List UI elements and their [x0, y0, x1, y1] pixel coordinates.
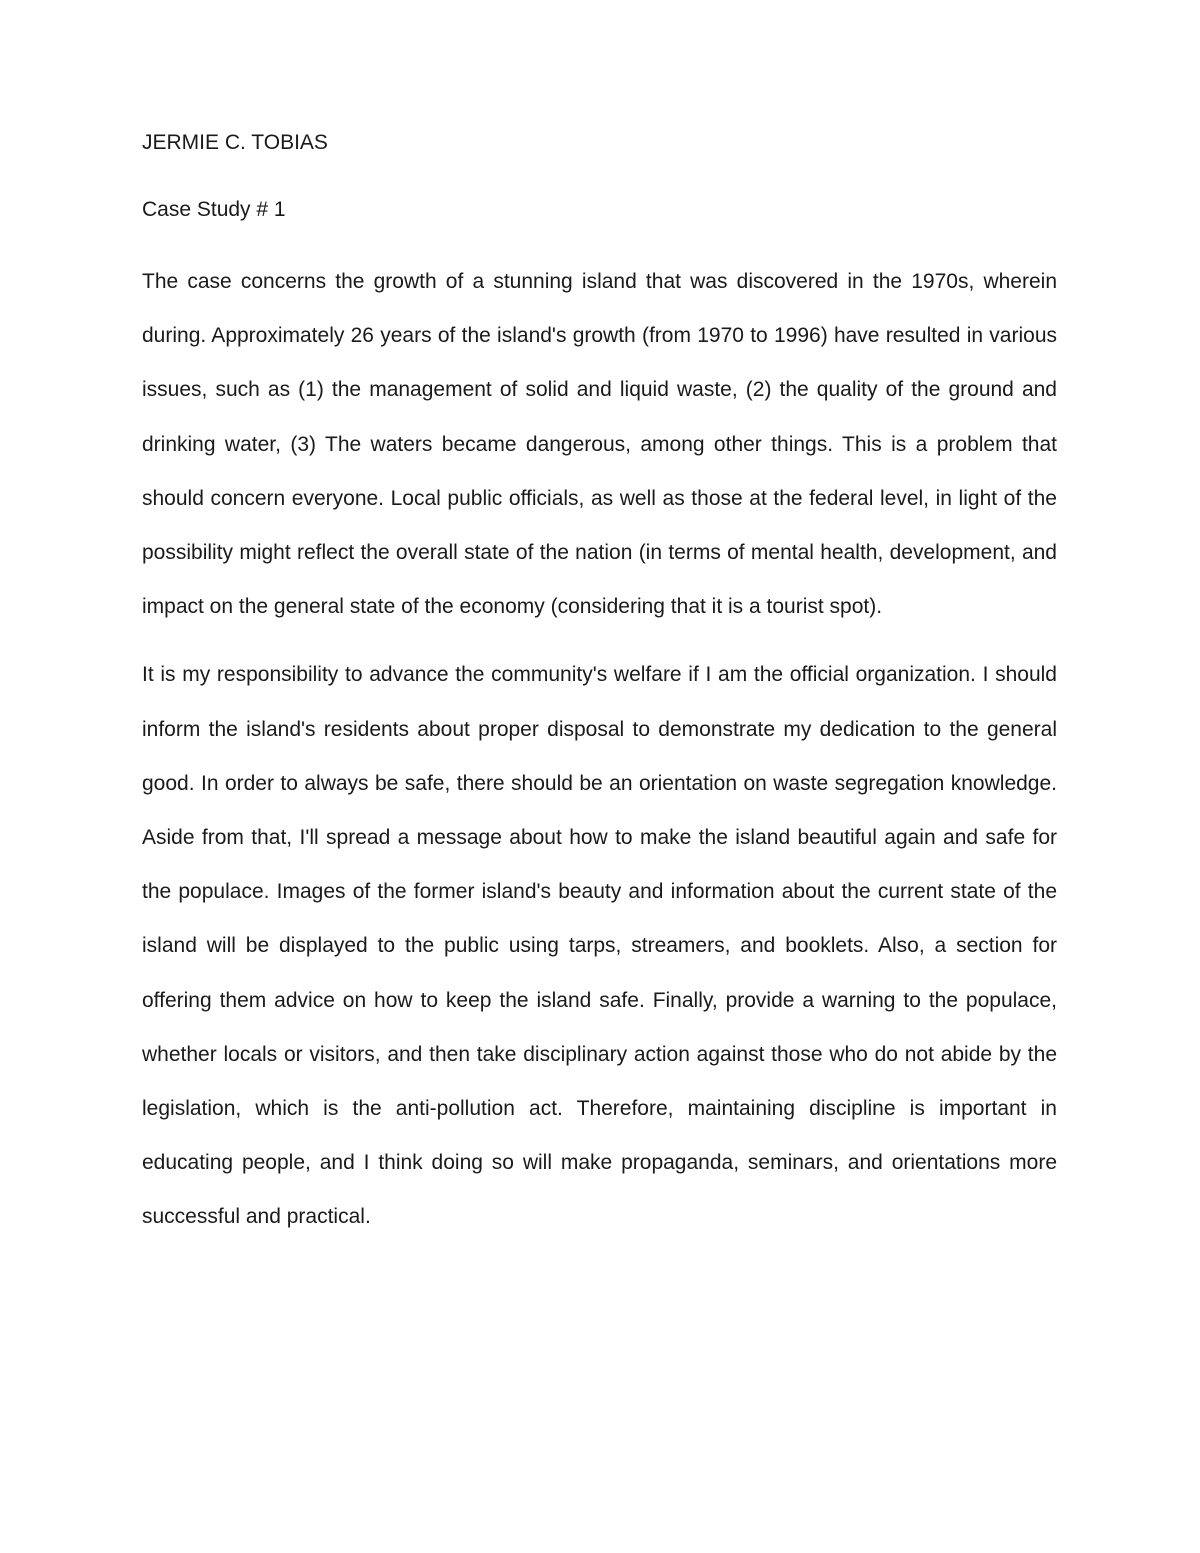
document-subtitle: Case Study # 1 — [142, 198, 286, 221]
document-body — [142, 128, 1057, 1245]
paragraph-case-summary: The case concerns the growth of a stunning island that was discovered in the 1970s, wherein during. Approximately 26 years of the island's growth (from 1970 to 1996) have resulted in various issues, such as (1) the management of solid and liquid waste, (2) the quality of the ground and drinking water, (3) The waters became dangerous, among other things. This is a problem that should concern everyone. Local public officials, as well as those at the federal level, in light of the possibility might reflect the overall state of the nation (in terms of mental health, development, and impact on the general state of the economy (considering that it is a tourist spot). — [142, 270, 1057, 619]
paragraph-response: It is my responsibility to advance the community's welfare if I am the official organization. I should inform the island's residents about proper disposal to demonstrate my dedication to the general good. In order to always be safe, there should be an orientation on waste segregation knowledge. Aside from that, I'll spread a message about how to make the island beautiful again and safe for the populace. Images of the former island's beauty and information about the current state of the island will be displayed to the public using tarps, streamers, and booklets. Also, a section for offering them advice on how to keep the island safe. Finally, provide a warning to the populace, whether locals or visitors, and then take disciplinary action against those who do not abide by the legislation, which is the anti-pollution act. Therefore, maintaining discipline is important in educating people, and I think doing so will make propaganda, seminars, and orientations more successful and practical. — [142, 663, 1057, 1229]
author-name: JERMIE C. TOBIAS — [142, 131, 328, 154]
